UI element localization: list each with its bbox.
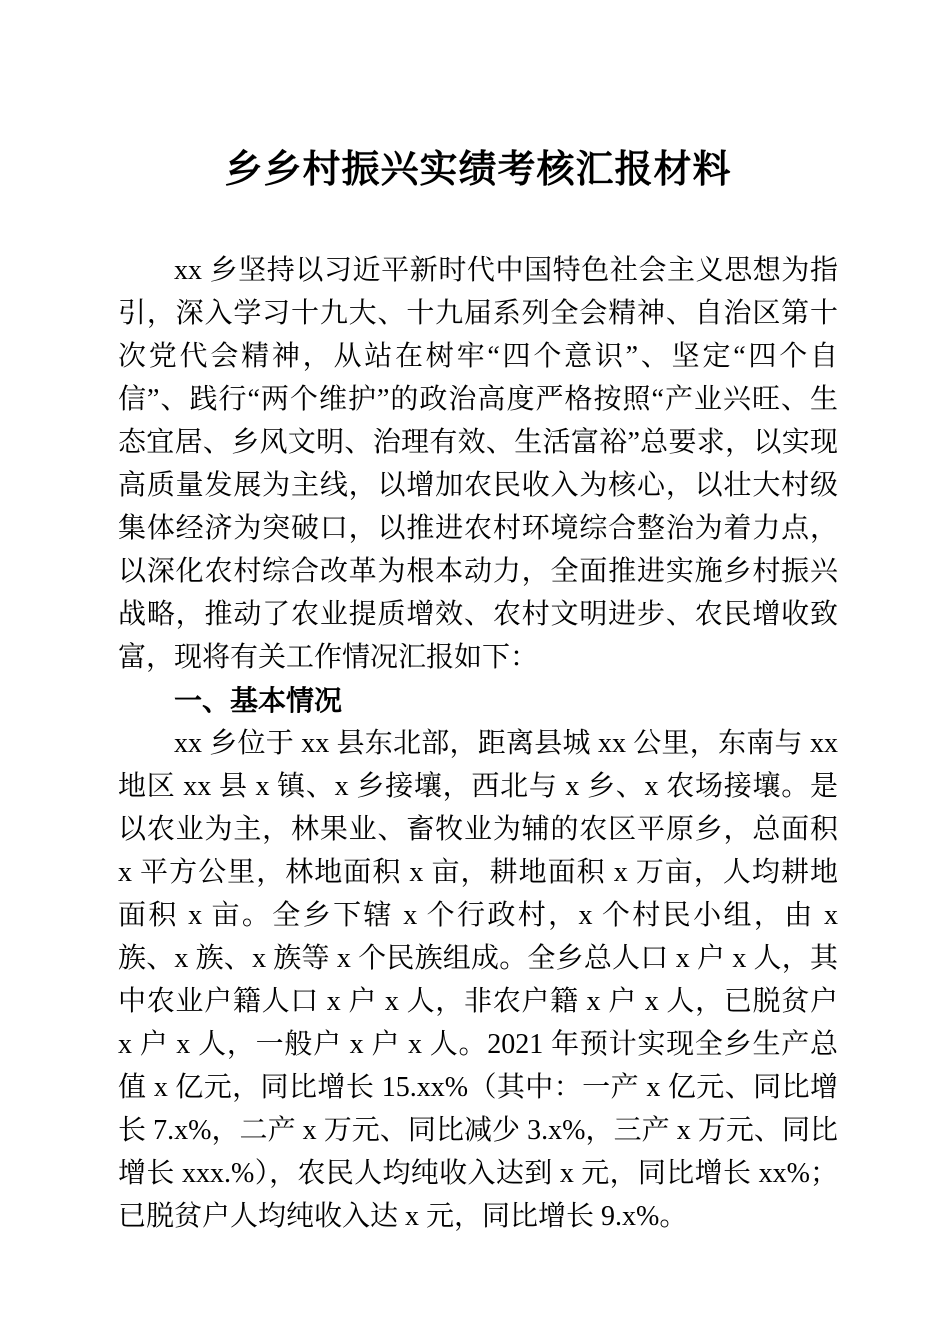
- section-heading-basic-situation: 一、基本情况: [174, 685, 343, 716]
- paragraph-basic-situation: xx 乡位于 xx 县东北部，距离县城 xx 公里，东南与 xx 地区 xx 县 x 镇、x 乡接壤，西北与 x 乡、x 农场接壤。是以农业为主，林果业、畜牧业为辅的农区平原乡，总面积 x 平方公里，林地面积 x 亩，耕地面积 x 万亩，人均耕地面积 x 亩。全乡下辖 x 个行政村，x 个村民小组，由 x 族、x 族、x 族等 x 个民族组成。全乡总人口 x 户 x 人，其中农业户籍人口 x 户 x 人，非农户籍 x 户 x 人，已脱贫户 x 户 x 人，一般户 x 户 x 人。2021 年预计实现全乡生产总值 x 亿元，同比增长 15.xx%（其中：一产 x 亿元、同比增长 7.x%，二产 x 万元、同比减少 3.x%，三产 x 万元、同比增长 xxx.%），农民人均纯收入达到 x 元，同比增长 xx%；已脱贫户人均纯收入达 x 元，同比增长 9.x%。: [118, 728, 838, 1232]
- paragraph-intro: xx 乡坚持以习近平新时代中国特色社会主义思想为指引，深入学习十九大、十九届系列全会精神、自治区第十次党代会精神，从站在树牢“四个意识”、坚定“四个自信”、践行“两个维护”的政治高度严格按照“产业兴旺、生态宜居、乡风文明、治理有效、生活富裕”总要求，以实现高质量发展为主线，以增加农民收入为核心，以壮大村级集体经济为突破口，以推进农村环境综合整治为着力点，以深化农村综合改革为根本动力，全面推进实施乡村振兴战略，推动了农业提质增效、农村文明进步、农民增收致富，现将有关工作情况汇报如下：: [118, 255, 838, 673]
- document-title: 乡乡村振兴实绩考核汇报材料: [224, 149, 732, 191]
